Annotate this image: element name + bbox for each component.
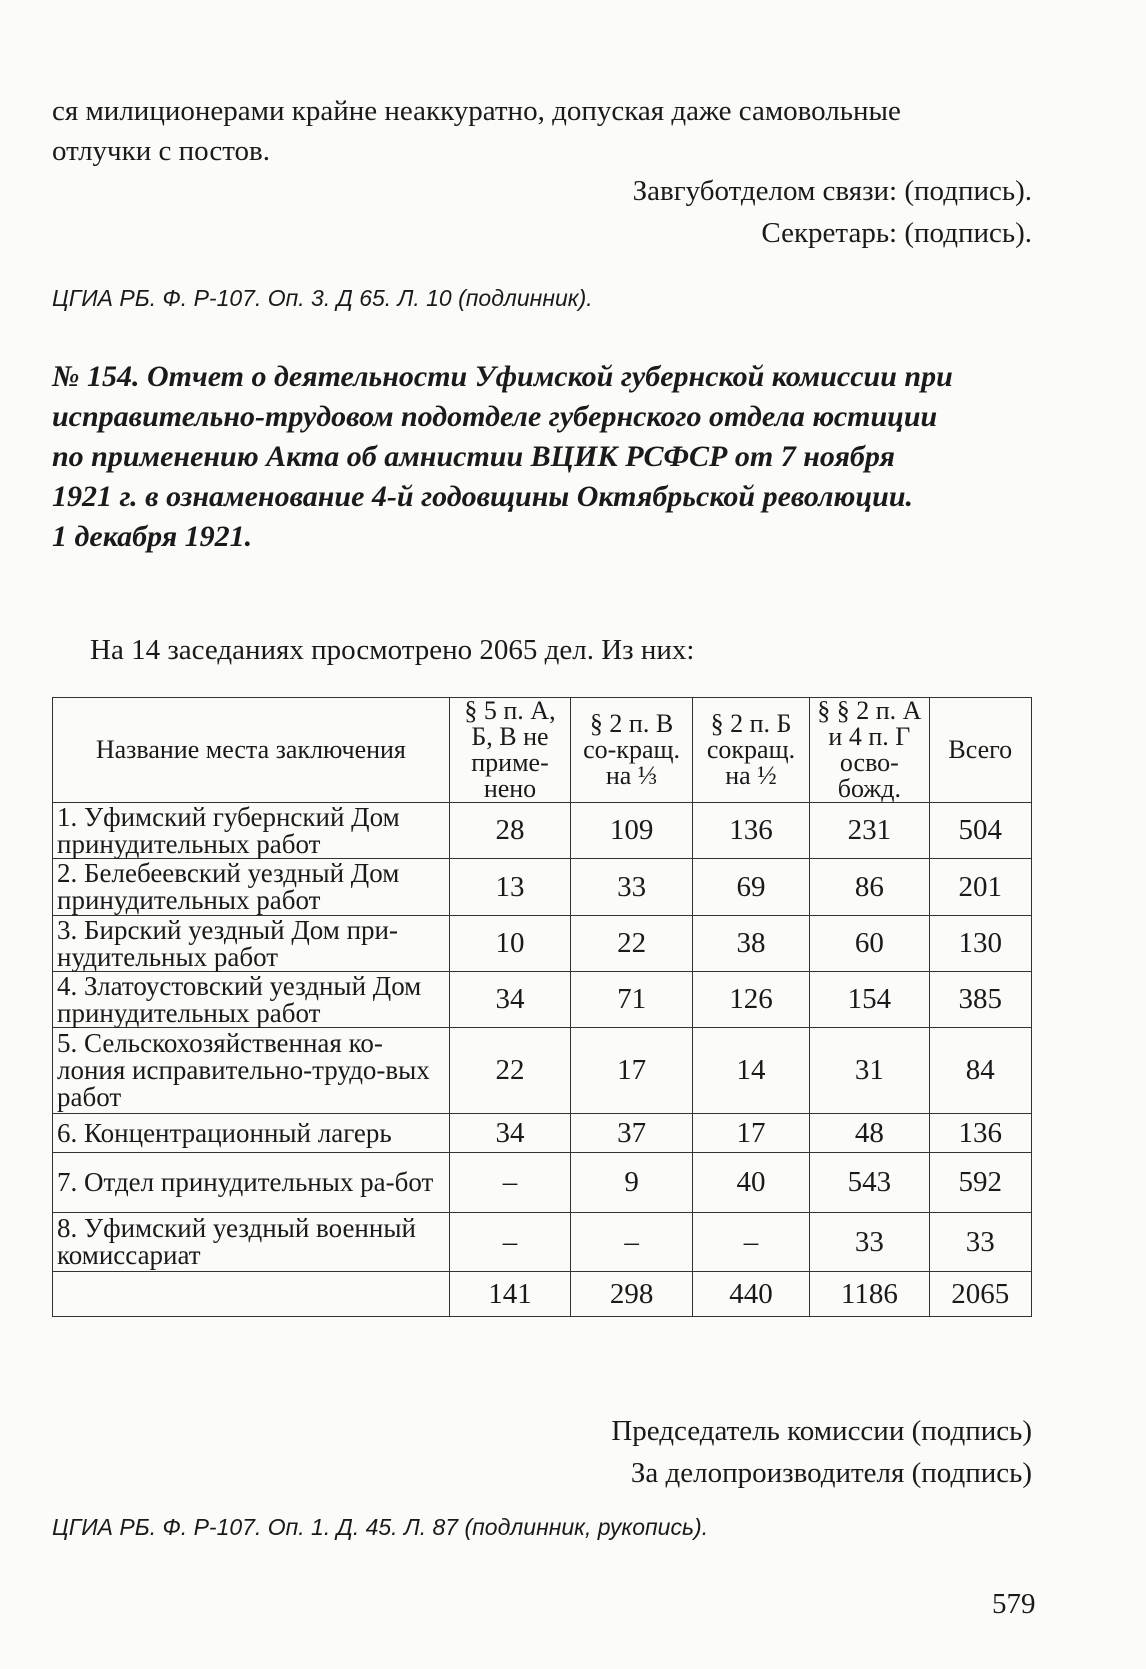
totals-reduced-half: 440	[692, 1272, 809, 1317]
row-reduced-half: 14	[692, 1028, 809, 1114]
row-reduced-half: 38	[692, 916, 809, 972]
row-place: 4. Златоустовский уездный Дом принудительных работ	[53, 972, 450, 1028]
row-released: 33	[810, 1213, 929, 1272]
table-totals-row	[53, 1272, 1032, 1317]
row-place: 8. Уфимский уездный военный комиссариат	[53, 1213, 450, 1272]
row-released: 543	[810, 1153, 929, 1213]
header-released: § § 2 п. А и 4 п. Г осво-божд.	[810, 698, 929, 803]
archive-source-2: ЦГИА РБ. Ф. Р-107. Оп. 1. Д. 45. Л. 87 (подлинник, рукопись).	[52, 1514, 709, 1540]
row-not-applied: –	[449, 1213, 571, 1272]
table-row	[53, 1153, 1032, 1213]
table-row	[53, 916, 1032, 972]
row-total: 33	[929, 1213, 1031, 1272]
row-reduced-third: –	[571, 1213, 693, 1272]
row-reduced-third: 9	[571, 1153, 693, 1213]
row-reduced-third: 37	[571, 1114, 693, 1153]
row-reduced-third: 109	[571, 803, 693, 859]
intro-line-2: отлучки с постов.	[52, 135, 270, 167]
table-row	[53, 972, 1032, 1028]
table-row	[53, 1114, 1032, 1153]
signature-clerk: За делопроизводителя (подпись)	[630, 1457, 1032, 1489]
row-reduced-half: 126	[692, 972, 809, 1028]
table-row	[53, 803, 1032, 859]
heading-line-1: № 154. Отчет о деятельности Уфимской губернской комиссии при	[52, 360, 953, 393]
row-total: 201	[929, 859, 1031, 916]
row-not-applied: –	[449, 1153, 571, 1213]
amnesty-table	[52, 697, 1032, 1317]
row-total: 84	[929, 1028, 1031, 1114]
row-place: 5. Сельскохозяйственная ко-лония исправительно-трудо-вых работ	[53, 1028, 450, 1114]
row-not-applied: 34	[449, 972, 571, 1028]
heading-line-4: 1921 г. в ознаменование 4-й годовщины Октябрьской революции.	[52, 480, 914, 513]
row-place: 3. Бирский уездный Дом при-нудительных работ	[53, 916, 450, 972]
row-released: 231	[810, 803, 929, 859]
totals-released: 1186	[810, 1272, 929, 1317]
row-place: 2. Белебеевский уездный Дом принудительных работ	[53, 859, 450, 916]
signature-secretary: Секретарь: (подпись).	[761, 217, 1032, 249]
row-total: 385	[929, 972, 1031, 1028]
row-released: 154	[810, 972, 929, 1028]
row-place: 6. Концентрационный лагерь	[53, 1114, 450, 1153]
totals-label	[53, 1272, 450, 1317]
totals-total: 2065	[929, 1272, 1031, 1317]
row-reduced-third: 17	[571, 1028, 693, 1114]
row-reduced-half: 40	[692, 1153, 809, 1213]
row-not-applied: 13	[449, 859, 571, 916]
signature-chairman: Председатель комиссии (подпись)	[611, 1415, 1032, 1447]
header-total: Всего	[929, 698, 1031, 803]
row-total: 592	[929, 1153, 1031, 1213]
header-place: Название места заключения	[53, 698, 450, 803]
archive-source-1: ЦГИА РБ. Ф. Р-107. Оп. 3. Д 65. Л. 10 (подлинник).	[52, 285, 593, 311]
table-row	[53, 859, 1032, 916]
row-total: 136	[929, 1114, 1031, 1153]
row-not-applied: 34	[449, 1114, 571, 1153]
header-not-applied: § 5 п. А, Б, В не приме-нено	[449, 698, 571, 803]
row-reduced-half: 69	[692, 859, 809, 916]
heading-line-3: по применению Акта об амнистии ВЦИК РСФСР от 7 ноября	[52, 440, 895, 473]
row-reduced-half: 17	[692, 1114, 809, 1153]
row-released: 31	[810, 1028, 929, 1114]
heading-line-2: исправительно-трудовом подотделе губернского отдела юстиции	[52, 400, 938, 433]
row-not-applied: 28	[449, 803, 571, 859]
totals-not-applied: 141	[449, 1272, 571, 1317]
heading-line-5: 1 декабря 1921.	[52, 520, 253, 553]
row-released: 60	[810, 916, 929, 972]
row-reduced-half: –	[692, 1213, 809, 1272]
table-header-row	[53, 698, 1032, 803]
row-reduced-half: 136	[692, 803, 809, 859]
row-reduced-third: 33	[571, 859, 693, 916]
row-total: 504	[929, 803, 1031, 859]
table-row	[53, 1028, 1032, 1114]
totals-reduced-third: 298	[571, 1272, 693, 1317]
row-total: 130	[929, 916, 1031, 972]
row-place: 1. Уфимский губернский Дом принудительных работ	[53, 803, 450, 859]
summary-text: На 14 заседаниях просмотрено 2065 дел. Из них:	[90, 634, 695, 666]
header-reduced-third: § 2 п. В со-кращ. на ⅓	[571, 698, 693, 803]
signature-communications: Завгуботделом связи: (подпись).	[632, 175, 1032, 207]
row-reduced-third: 22	[571, 916, 693, 972]
page-number: 579	[992, 1588, 1036, 1620]
row-released: 48	[810, 1114, 929, 1153]
row-reduced-third: 71	[571, 972, 693, 1028]
row-not-applied: 22	[449, 1028, 571, 1114]
table-row	[53, 1213, 1032, 1272]
row-released: 86	[810, 859, 929, 916]
row-place: 7. Отдел принудительных ра-бот	[53, 1153, 450, 1213]
row-not-applied: 10	[449, 916, 571, 972]
intro-line-1: ся милиционерами крайне неаккуратно, допуская даже самовольные	[52, 95, 901, 127]
header-reduced-half: § 2 п. Б сокращ. на ½	[692, 698, 809, 803]
document-heading	[52, 357, 1032, 557]
